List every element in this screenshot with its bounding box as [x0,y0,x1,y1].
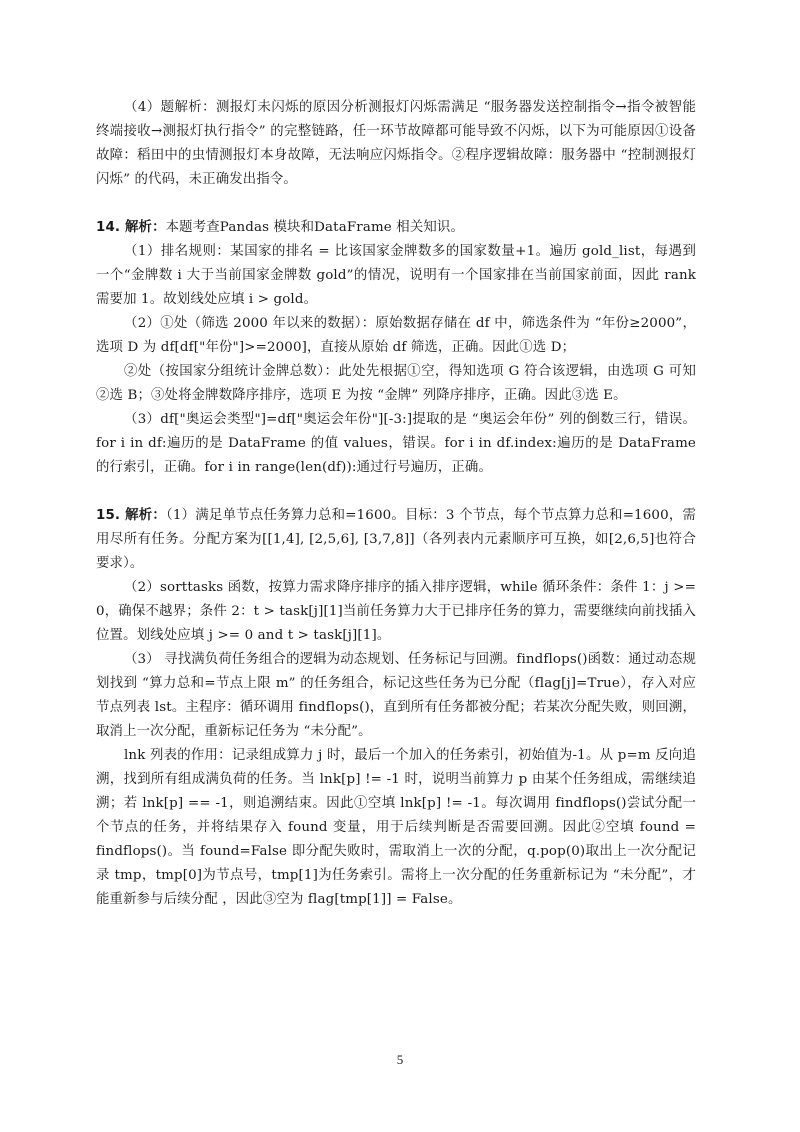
q15-p1-text: （1）满足单节点任务算力总和=1600。目标：3 个节点，每个节点算力总和=1600，需用尽所有任务。分配方案为[[1,4], [2,5,6], [3,7,8]]（各列表内元素顺序可互换，如[2,6,5]也符合要求）。 [96,508,697,571]
page-number: 5 [396,1052,404,1067]
q14-paragraph-3: ②处（按国家分组统计金牌总数）：此处先根据①空，得知选项 G 符合该逻辑，由选项 G 可知②选 B；③处将金牌数降序排序，选项 E 为按 “金牌” 列降序排序，正确。因此③选 E。 [96,364,696,403]
q15-paragraph-4: lnk 列表的作用：记录组成算力 j 时，最后一个加入的任务索引，初始值为-1。从 p=m 反向追溯，找到所有组成满负荷的任务。当 lnk[p] != -1 时，说明当前算力 p 由某个任务组成，需继续追溯；若 lnk[p] == -1，则追溯结束。因此①空填 lnk[p] != -1。每次调用 findflops()尝试分配一个节点的任务，并将结果存入 found 变量，用于后续判断是否需要回溯。因此②空填 found = findflops()。当 found=False 即分配失败时，需取消上一次的分配，q.pop(0)取出上一次分配记录 tmp，tmp[0]为节点号，tmp[1]为任务索引。需将上一次分配的任务重新标记为 “未分配”，才能重新参与后续分配 ，因此③空为 flag[tmp[1]] = False。 [96,748,696,907]
q13-part4-paragraph: （4）题解析：测报灯未闪烁的原因分析测报灯闪烁需满足 “服务器发送控制指令→指令被智能终端接收→测报灯执行指令” 的完整链路，任一环节故障都可能导致不闪烁，以下为可能原因①设备故障：稻田中的虫情测报灯本身故障，无法响应闪烁指令。②程序逻辑故障：服务器中 “控制测报灯闪烁” 的代码，未正确发出指令。 [96,100,696,187]
q15-paragraph-1 [96,504,696,576]
q14-intro-text: 本题考查Pandas 模块和DataFrame 相关知识。 [165,220,464,235]
q15-paragraph-3: （3） 寻找满负荷任务组合的逻辑为动态规划、任务标记与回溯。findflops()函数：通过动态规划找到 “算力总和=节点上限 m” 的任务组合，标记这些任务为已分配（flag[j]=True），存入对应节点列表 lst。主程序：循环调用 findflops()，直到所有任务都被分配；若某次分配失败，则回溯，取消上一次分配，重新标记任务为 “未分配”。 [96,652,696,739]
q14-paragraph-1: （1）排名规则：某国家的排名 = 比该国家金牌数多的国家数量+1。遍历 gold_list，每遇到一个“金牌数 i 大于当前国家金牌数 gold”的情况，说明有一个国家排在当前国家前面，因此 rank 需要加 1。故划线处应填 i > gold。 [96,244,696,307]
section-spacer [96,480,696,504]
document-body [96,96,696,912]
q15-paragraph-2: （2）sorttasks 函数，按算力需求降序排序的插入排序逻辑，while 循环条件：条件 1：j >= 0，确保不越界；条件 2：t > task[j][1]当前任务算力大于已排序任务的算力，需要继续向前找插入位置。划线处应填 j >= 0 and t > task[j][1]。 [96,580,696,643]
q15-label: 15. 解析： [96,508,166,523]
section-spacer [96,192,696,216]
q14-paragraph-2: （2）①处（筛选 2000 年以来的数据）：原始数据存储在 df 中，筛选条件为 “年份≥2000”，选项 D 为 df[df["年份"]>=2000]，直接从原始 df 筛选，正确。因此①选 D； [96,316,696,355]
q14-intro-paragraph [96,216,696,240]
q14-paragraph-4: （3）df["奥运会类型"]=df["奥运会年份"][-3:]提取的是 “奥运会年份” 列的倒数三行，错误。for i in df:遍历的是 DataFrame 的值 values，错误。for i in df.index:遍历的是 DataFrame 的行索引，正确。for i in range(len(df)):通过行号遍历，正确。 [96,412,696,475]
q14-label: 14. 解析： [96,220,166,235]
